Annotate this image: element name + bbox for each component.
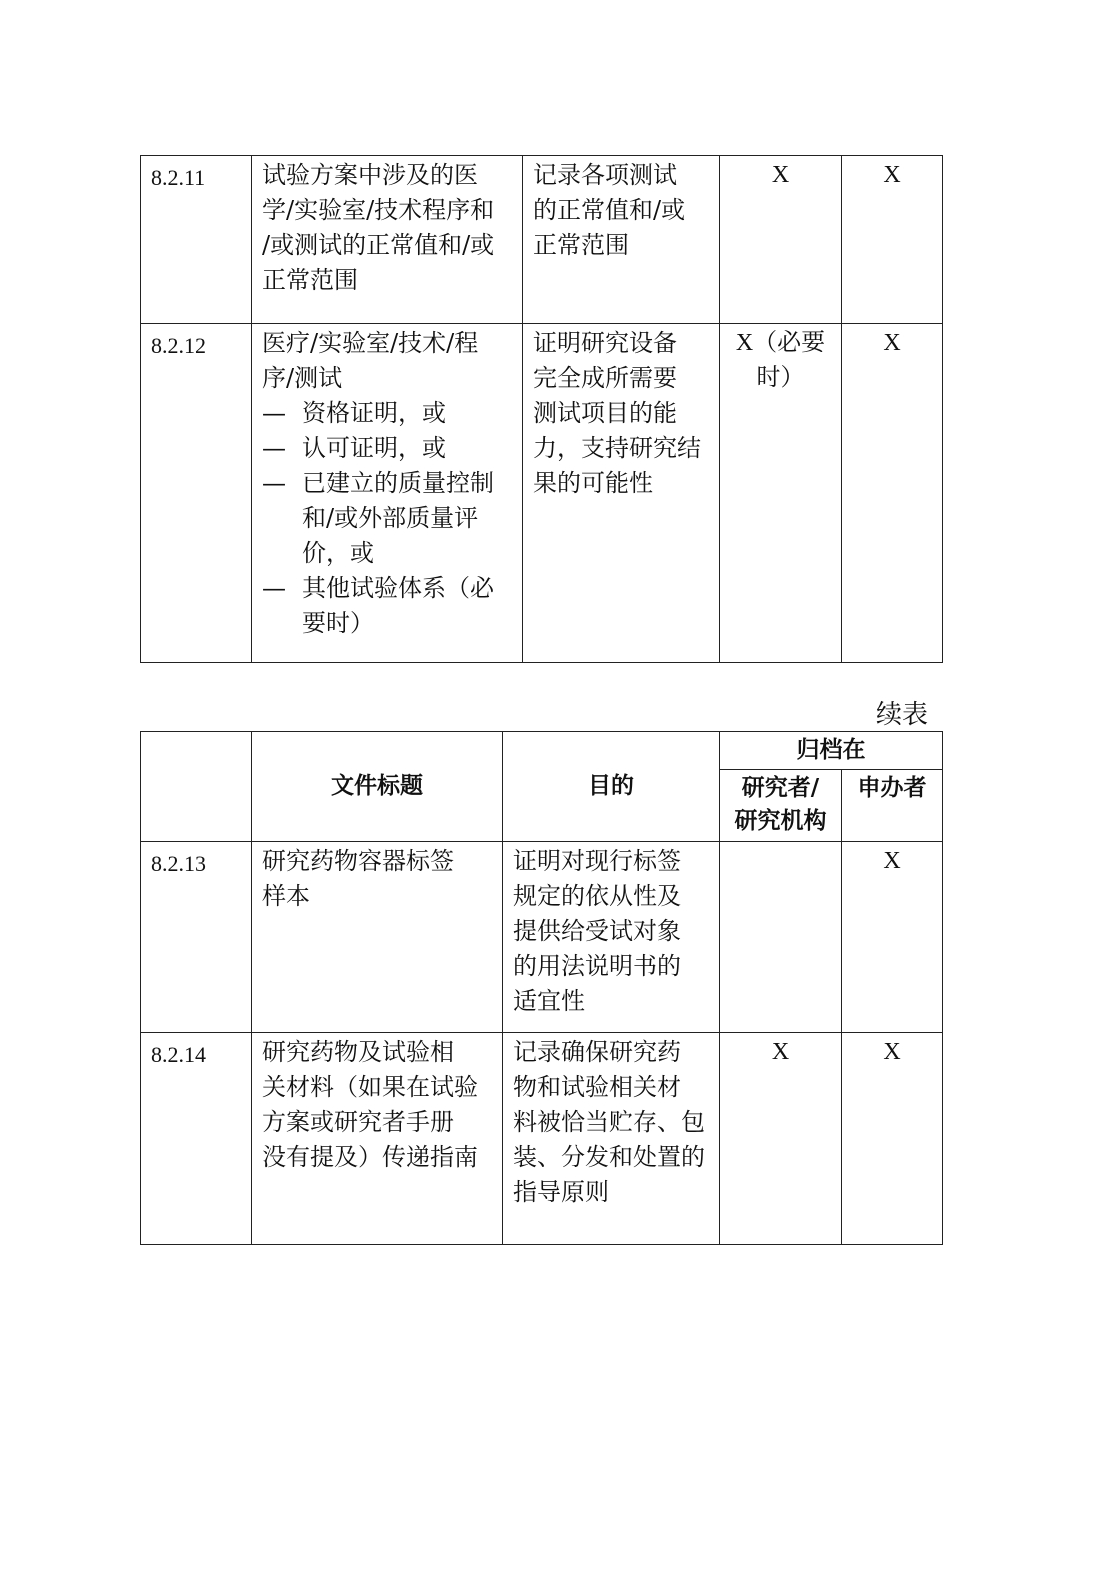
text-line: 证明研究设备: [533, 329, 677, 357]
header-title: 文件标题: [252, 732, 503, 842]
purpose-cell: [503, 1033, 720, 1245]
document-title-cell: [252, 324, 523, 663]
text-line: X（必要: [735, 330, 826, 356]
text-line: 学/实验室/技术程序和: [262, 196, 495, 224]
text-line: 物和试验相关材: [513, 1073, 681, 1101]
document-title-cell: [252, 842, 503, 1033]
header-sponsor: 申办者: [842, 770, 943, 842]
header-investigator: [720, 770, 842, 842]
text-line: 关材料（如果在试验: [262, 1073, 478, 1101]
item-number: 8.2.13: [141, 842, 252, 1033]
sponsor-mark: X: [842, 156, 943, 324]
text-line: 研究机构: [734, 808, 827, 834]
text-line: 完全成所需要: [533, 364, 677, 392]
item-number: 8.2.12: [141, 324, 252, 663]
dash-bullet: —: [262, 469, 286, 497]
document-table-1: [140, 155, 943, 663]
list-item: [262, 466, 512, 571]
text-line: 记录确保研究药: [513, 1038, 681, 1066]
purpose-cell: [523, 324, 720, 663]
text-line: 时）: [756, 365, 805, 391]
purpose-cell: [503, 842, 720, 1033]
text-line: 规定的依从性及: [513, 882, 681, 910]
investigator-mark: [720, 324, 842, 663]
text-line: 医疗/实验室/技术/程: [262, 329, 479, 357]
sponsor-mark: X: [842, 324, 943, 663]
text-line: 要时）: [302, 609, 374, 637]
text-line: 提供给受试对象: [513, 917, 681, 945]
text-line: 研究者/: [741, 775, 820, 801]
header-purpose: 目的: [503, 732, 720, 842]
text-line: 和/或外部质量评: [302, 504, 479, 532]
item-number: 8.2.11: [141, 156, 252, 324]
text-line: /或测试的正常值和/或: [262, 231, 495, 259]
text-line: 的用法说明书的: [513, 952, 681, 980]
text-line: 适宜性: [513, 987, 585, 1015]
text-line: 果的可能性: [533, 469, 653, 497]
investigator-mark: X: [720, 156, 842, 324]
document-title-cell: [252, 1033, 503, 1245]
text-line: 样本: [262, 882, 310, 910]
text-line: 没有提及）传递指南: [262, 1143, 478, 1171]
dash-bullet: —: [262, 574, 286, 602]
list-item: [262, 431, 512, 466]
table-row: [141, 324, 943, 663]
investigator-mark: X: [720, 1033, 842, 1245]
dash-bullet: —: [262, 434, 286, 462]
header-empty-cell: [141, 732, 252, 842]
document-title-cell: [252, 156, 523, 324]
text-line: 证明对现行标签: [513, 847, 681, 875]
header-archive: 归档在: [720, 732, 943, 770]
table-row: [141, 1033, 943, 1245]
text-line: 研究药物容器标签: [262, 847, 454, 875]
text-line: 方案或研究者手册: [262, 1108, 454, 1136]
text-line: 其他试验体系（必: [302, 574, 494, 602]
text-line: 价，或: [302, 539, 374, 567]
purpose-cell: [523, 156, 720, 324]
list-item: [262, 396, 512, 431]
text-line: 试验方案中涉及的医: [262, 161, 478, 189]
sponsor-mark: X: [842, 842, 943, 1033]
table-row: [141, 156, 943, 324]
text-line: 指导原则: [513, 1178, 609, 1206]
investigator-mark: [720, 842, 842, 1033]
text-line: 认可证明，或: [302, 434, 446, 462]
document-table-2: [140, 731, 943, 1245]
text-line: 力，支持研究结: [533, 434, 701, 462]
text-line: 装、分发和处置的: [513, 1143, 705, 1171]
text-line: 序/测试: [262, 364, 343, 392]
text-line: 正常范围: [262, 266, 358, 294]
text-line: 已建立的质量控制: [302, 469, 494, 497]
text-line: 料被恰当贮存、包: [513, 1108, 705, 1136]
header-row: [141, 732, 943, 770]
text-line: 正常范围: [533, 231, 629, 259]
list-item: [262, 571, 512, 641]
text-line: 记录各项测试: [533, 161, 677, 189]
dash-bullet: —: [262, 399, 286, 427]
text-line: 测试项目的能: [533, 399, 677, 427]
text-line: 的正常值和/或: [533, 196, 686, 224]
text-line: 研究药物及试验相: [262, 1038, 454, 1066]
continued-label: 续表: [876, 700, 929, 730]
table-row: [141, 842, 943, 1033]
item-number: 8.2.14: [141, 1033, 252, 1245]
text-line: 资格证明，或: [302, 399, 446, 427]
sponsor-mark: X: [842, 1033, 943, 1245]
